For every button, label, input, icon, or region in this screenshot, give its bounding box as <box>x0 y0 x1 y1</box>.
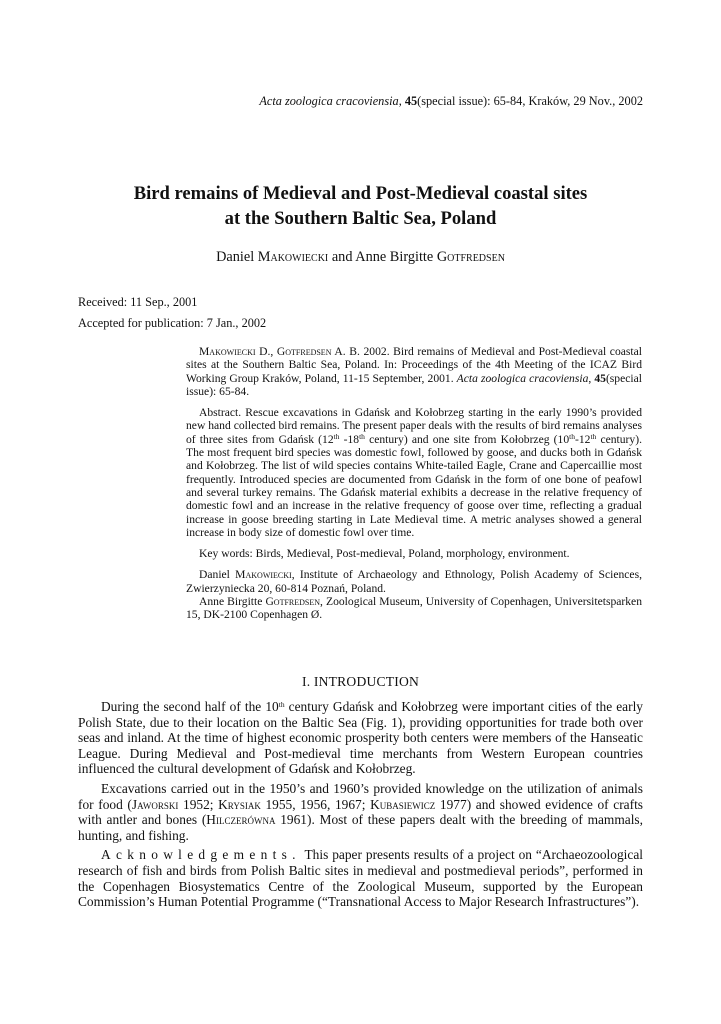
abstract-part-4: -12 <box>574 432 591 446</box>
citation-text-4: (special issue): 65-84. <box>186 371 642 398</box>
journal-issue-info: (special issue): 65-84, Kraków, 29 Nov., 2002 <box>417 94 643 108</box>
citation-text-2: A. B. 2002. Bird remains of Medieval and Post-Medieval coastal sites at the Southern Baltic Sea, Poland. In: Proceedings of the 4th Meeting of the ICAZ Bird Working Group Kraków, Poland, 11-15 September, 2001. <box>186 345 642 385</box>
ref-krysiak: Krysiak <box>218 796 261 812</box>
intro-p2-part-1: Excavations carried out in the 1950’s and 1960’s provided knowledge on the utilization of animals for food ( <box>78 780 643 812</box>
intro-p1-part-1: During the second half of the 10 <box>101 699 279 714</box>
intro-p2-part-2: 1952; <box>178 796 219 812</box>
journal-volume: 45 <box>404 94 418 108</box>
accepted-date: Accepted for publication: 7 Jan., 2002 <box>78 316 267 330</box>
citation-journal: Acta zoologica cracoviensia <box>456 371 589 385</box>
address-2-first: Anne Birgitte <box>199 595 266 609</box>
journal-name: Acta zoologica cracoviensia <box>259 94 399 108</box>
address-1 <box>186 568 642 595</box>
paper-title <box>0 181 721 231</box>
abstract-part-3: century) and one site from Kołobrzeg (10 <box>364 432 570 446</box>
received-date: Received: 11 Sep., 2001 <box>78 295 198 309</box>
section-heading: I. INTRODUCTION <box>301 674 420 689</box>
citation-volume: 45 <box>594 371 606 385</box>
intro-p2-part-5: 1961). Most of these papers dealt with the breeding of mammals, hunting, and fishing. <box>78 812 643 843</box>
acknowledgements-label: Acknowledgements. <box>101 847 301 863</box>
abstract-sup-3: th <box>569 431 575 441</box>
intro-p1-sup: th <box>278 700 285 709</box>
abstract-part-5: century). The most frequent bird species was domestic fowl, followed by goose, and ducks both in Gdańsk and Kołobrzeg. The list of wild species contains White-tailed Eagle, Crane and Capercaillie most frequently. Introduced species are documented from Gdańsk in the form of one bone of peafowl and several turkey remains. The Gdańsk material exhibits a decrease in the relative frequency of domestic fowl and an increase in the relative frequency of goose over time, reflecting a gradual increase in goose breeding starting in Late Medieval time. A metric analyses showed a general increase in body size of domestic fowl over time. <box>186 432 642 539</box>
citation-author-2: Gotfredsen <box>276 345 332 358</box>
author-2-first: Anne Birgitte <box>355 249 437 265</box>
address-2-last: Gotfredsen <box>265 595 321 609</box>
abstract-part-2: -18 <box>339 432 360 446</box>
author-2-last: Gotfredsen <box>436 249 505 265</box>
submission-dates <box>78 292 266 334</box>
ref-kubasiewicz: Kubasiewicz <box>370 796 436 812</box>
keywords: Key words: Birds, Medieval, Post-medieval, Poland, morphology, environment. <box>199 547 570 561</box>
address-1-last: Makowiecki <box>235 568 292 582</box>
intro-p1-part-2: century Gdańsk and Kołobrzeg were important cities of the early Polish State, due to their location on the Baltic Sea (Fig. 1), providing opportunities for trade both over seas and inland. At the time of highest economic prosperity both centers were members of the Hanseatic League. During Medieval and Post-medieval time merchants from Western European countries influenced the cultural development of Gdańsk and Kołobrzeg. <box>78 699 643 777</box>
citation-author-1: Makowiecki <box>199 345 256 358</box>
acknowledgements-paragraph <box>78 847 643 909</box>
address-1-rest: , Institute of Archaeology and Ethnology, Polish Academy of Sciences, Zwierzyniecka 20, 60-814 Poznań, Poland. <box>186 568 642 595</box>
title-line-1: Bird remains of Medieval and Post-Medieval coastal sites <box>133 183 588 204</box>
citation-text-3: , <box>588 371 595 385</box>
abstract-block <box>186 345 642 622</box>
author-conjunction: and <box>328 249 356 265</box>
abstract-sup-2: th <box>359 431 365 441</box>
address-2-rest: , Zoological Museum, University of Copenhagen, Universitetsparken 15, DK-2100 Copenhagen Ø. <box>186 595 642 622</box>
intro-p2-part-3: 1955, 1956, 1967; <box>260 796 371 812</box>
ref-hilczerowna: Hilczerówna <box>206 812 276 828</box>
citation <box>186 345 642 398</box>
introduction-body <box>78 699 643 914</box>
intro-paragraph-2 <box>78 781 643 843</box>
intro-p2-part-4: 1977) and showed evidence of crafts with antler and bones ( <box>78 796 643 828</box>
abstract-text <box>186 406 642 539</box>
ref-jaworski: Jaworski <box>131 796 179 812</box>
author-line <box>0 249 721 266</box>
address-1-first: Daniel <box>199 568 236 582</box>
running-head: Acta zoologica cracoviensia, 45(special issue): 65-84, Kraków, 29 Nov., 2002 <box>259 94 643 108</box>
author-1-first: Daniel <box>216 249 258 265</box>
address-2 <box>186 595 642 622</box>
abstract-sup-1: th <box>333 431 340 441</box>
intro-paragraph-1 <box>78 699 643 777</box>
abstract-part-1: Abstract. Rescue excavations in Gdańsk and Kołobrzeg starting in the early 1990’s provided new hand collected bird remains. The present paper deals with the results of bird remains analyses of three sites from Gdańsk (12 <box>186 406 642 446</box>
title-line-2: at the Southern Baltic Sea, Poland <box>224 208 497 229</box>
abstract-sup-4: th <box>590 431 597 441</box>
acknowledgements-text: This paper presents results of a project on “Archaeozoological research of fish and birds from Polish Baltic sites in medieval and postmedieval periods”, performed in the Copenhagen Biosystematics Centre of the Zoological Museum, supported by the European Commission’s Human Potential Programme (“Transnational Access to Major Research Infrastructures”). <box>78 847 643 910</box>
author-1-last: Makowiecki <box>257 249 329 265</box>
citation-text-1: D., <box>255 345 277 358</box>
